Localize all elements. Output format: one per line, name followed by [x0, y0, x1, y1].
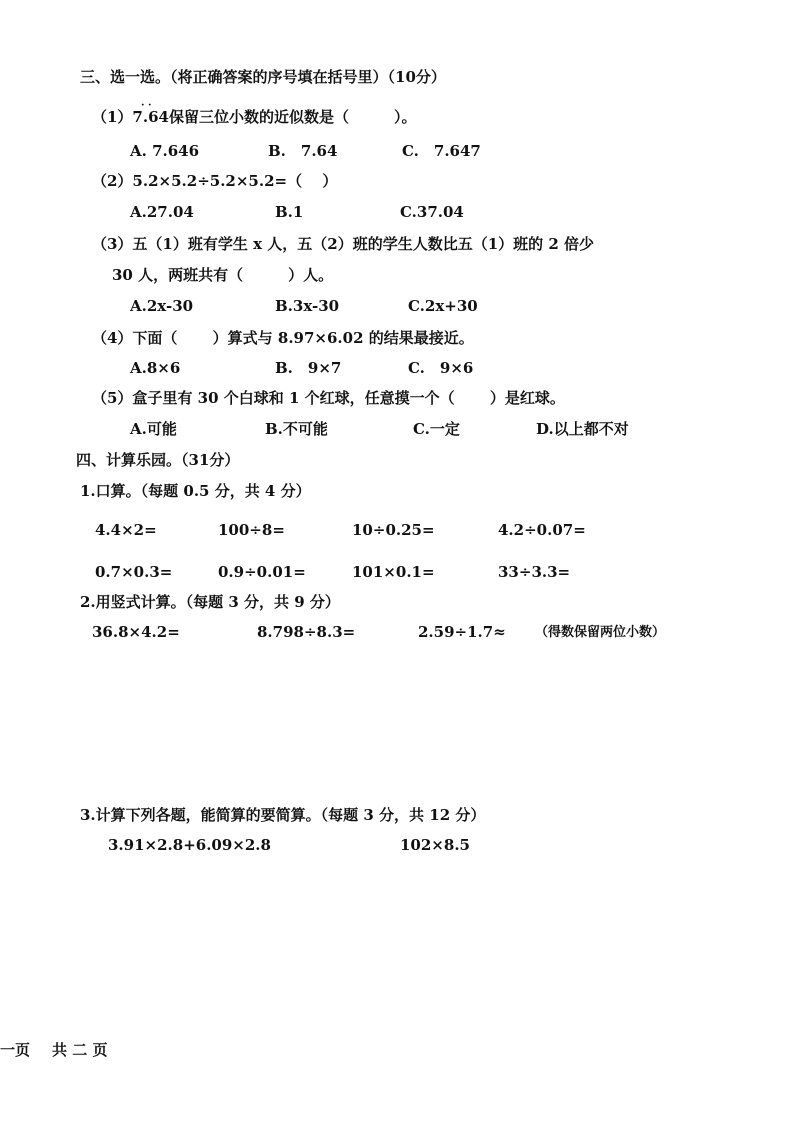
- question-3-option-b: B.3x-30: [275, 297, 340, 315]
- part-1-heading: 1.口算。（每题 0.5 分，共 4 分）: [80, 482, 311, 500]
- section-4-heading: 四、计算乐园。（31分）: [76, 451, 240, 469]
- question-3-option-a: A.2x-30: [130, 297, 194, 315]
- oral-calc-item: 4.4×2=: [95, 521, 157, 539]
- question-2-option-c: C.37.04: [400, 203, 464, 221]
- oral-calc-item: 100÷8=: [218, 521, 285, 539]
- question-3-stem-line1: （3）五（1）班有学生 x 人，五（2）班的学生人数比五（1）班的 2 倍少: [92, 235, 595, 253]
- question-1-stem: （1）7.64保留三位小数的近似数是（ ）。: [92, 108, 417, 126]
- page-number-current: 一页: [0, 1041, 31, 1059]
- question-5-stem: （5）盒子里有 30 个白球和 1 个红球，任意摸一个（ ）是红球。: [92, 389, 565, 407]
- rounding-note: （得数保留两位小数）: [535, 625, 666, 640]
- question-1-option-c: C. 7.647: [402, 142, 481, 160]
- oral-calc-item: 0.7×0.3=: [95, 563, 173, 581]
- question-4-stem: （4）下面（ ）算式与 8.97×6.02 的结果最接近。: [92, 329, 474, 347]
- vertical-calc-item: 2.59÷1.7≈: [418, 623, 506, 641]
- part-3-heading: 3.计算下列各题，能简算的要简算。（每题 3 分，共 12 分）: [80, 806, 486, 824]
- question-5-option-b: B.不可能: [265, 420, 328, 438]
- question-3-stem-line2: 30 人，两班共有（ ）人。: [112, 266, 334, 284]
- question-4-option-c: C. 9×6: [408, 359, 474, 377]
- vertical-calc-item: 36.8×4.2=: [92, 623, 180, 641]
- page-number-total: 共 二 页: [52, 1041, 108, 1059]
- section-3-heading: 三、选一选。（将正确答案的序号填在括号里）（10分）: [80, 68, 446, 86]
- question-4-option-a: A.8×6: [130, 359, 181, 377]
- oral-calc-item: 0.9÷0.01=: [218, 563, 306, 581]
- question-1-option-a: A. 7.646: [130, 142, 200, 160]
- question-3-option-c: C.2x+30: [408, 297, 478, 315]
- question-1-option-b: B. 7.64: [268, 142, 338, 160]
- oral-calc-item: 33÷3.3=: [498, 563, 571, 581]
- oral-calc-item: 4.2÷0.07=: [498, 521, 586, 539]
- oral-calc-item: 10÷0.25=: [352, 521, 435, 539]
- part-2-heading: 2.用竖式计算。（每题 3 分，共 9 分）: [80, 593, 340, 611]
- question-2-stem: （2）5.2×5.2÷5.2×5.2=（ ）: [92, 172, 338, 190]
- question-5-option-c: C.一定: [413, 420, 460, 438]
- repeating-decimal-dots: · ·: [141, 100, 152, 111]
- question-5-option-d: D.以上都不对: [536, 420, 629, 438]
- question-5-option-a: A.可能: [130, 420, 177, 438]
- simplify-calc-item: 102×8.5: [400, 836, 470, 854]
- vertical-calc-item: 8.798÷8.3=: [257, 623, 356, 641]
- simplify-calc-item: 3.91×2.8+6.09×2.8: [108, 836, 271, 854]
- oral-calc-item: 101×0.1=: [352, 563, 435, 581]
- question-2-option-b: B.1: [275, 203, 304, 221]
- question-2-option-a: A.27.04: [130, 203, 194, 221]
- question-4-option-b: B. 9×7: [275, 359, 342, 377]
